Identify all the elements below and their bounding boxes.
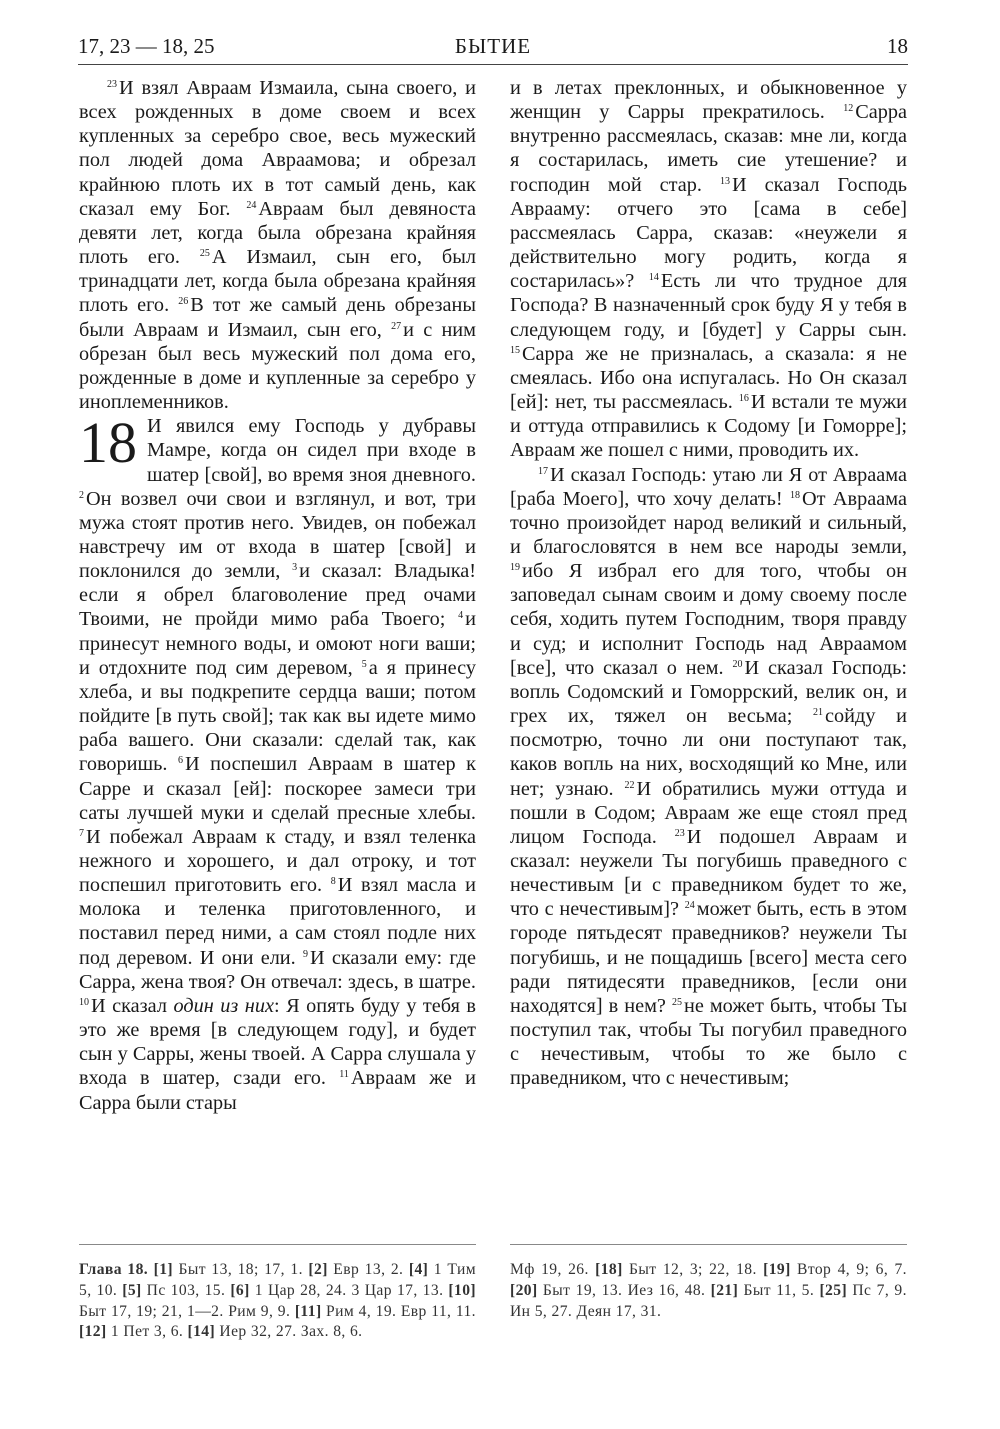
verse-text: И сказали ему: где Сарра, жена твоя? Он отвечал: здесь, в шатре.: [79, 946, 476, 993]
italic-insert: один из них: [173, 994, 274, 1017]
verse-number: 15: [510, 344, 520, 356]
verse-text: Есть ли что трудное для Господа? В назначенный срок буду Я у тебя в следующем году, и [будет] у Сарры сын.: [510, 270, 907, 341]
running-header: [78, 34, 908, 65]
cross-references-right: [510, 1260, 907, 1322]
verse-text: И явился ему Господь у дубравы Мамре, когда он сидел при входе в шатер [свой], во время зноя дневного.: [147, 415, 476, 486]
verse-text: и в летах преклонных, и обыкновенное у женщин у Сарры прекратилось.: [510, 77, 907, 124]
verse-number: 23: [107, 79, 117, 90]
verse: $^{10}$И сказал один из них: Я опять буду у тебя в это же время [в следующем году], и будет сын у Сарры, жены твоей. А Сарра слушала у входа в шатер, сзади его.: [79, 994, 476, 1090]
verse-number: 20: [732, 658, 743, 670]
verse-text: Он возвел очи свои и взглянул, и вот, три мужа стоят против него. Увидев, он побежал навстречу им от входа в шатер [свой] и поклонился до земли,: [79, 487, 476, 583]
verse-text: От Авраама точно произойдет народ великий и сильный, и благословятся в нем все народы земли,: [510, 487, 907, 558]
verse-text: сойду и посмотрю, точно ли они поступают так, каков вопль на них, восходящий ко Мне, или нет; узнаю.: [510, 705, 907, 800]
paragraph-continued: [510, 76, 907, 463]
verse-number: 21: [813, 707, 824, 719]
verse-number: 8: [330, 876, 336, 888]
verse-text: может быть, есть в этом городе пятьдесят праведников? неужели Ты погубишь, и не пощадишь [всего] места сего ради пятидесяти праведников, [если они находятся] в нем?: [510, 898, 908, 1017]
verse-number: 25: [199, 248, 210, 260]
cross-reference: [21] Быт 11, 5.: [710, 1281, 815, 1299]
verse-text: а я принесу хлеба, и вы подкрепите сердца ваши; потом пойдите [в путь свой]; так как вы идете мимо раба вашего. Они сказали: сделай так, как говоришь.: [79, 656, 477, 776]
verse-text: И взял масла и молока и теленка приготовленного, и поставил перед ними, а сам стоял подле них под деревом. И они ели.: [79, 874, 476, 969]
paragraph-ch17-end: [79, 76, 476, 414]
verse-text: Сарра внутренно рассмеялась, сказав: мне ли, когда я состарилась, иметь сие утешение? и господин мой стар.: [510, 101, 907, 196]
cross-reference: [14] Иер 32, 27. Зах. 8, 6.: [187, 1323, 363, 1341]
verse-number: 7: [79, 827, 84, 839]
verse-number: 11: [339, 1069, 349, 1081]
verse-number: 17: [538, 465, 548, 477]
verse-number: 13: [719, 175, 730, 187]
verse-number: 25: [671, 996, 682, 1008]
cross-reference: [4] 1 Тим 5, 10.: [79, 1261, 476, 1299]
cross-reference: [6] 1 Цар 28, 24. 3 Цар 17, 13.: [230, 1281, 444, 1299]
verse-text: И сказал Господь Аврааму: отчего это [сама в себе] рассмеялась Сарра, сказав: «неужели я действительно могу родить, когда я состарилась»?: [510, 173, 908, 293]
cross-reference: [2] Евр 13, 2.: [308, 1261, 404, 1278]
cross-reference: Мф 19, 26.: [510, 1261, 589, 1278]
verse-text: И побежал Авраам к стаду, и взял теленка нежного и хорошего, и дал отроку, и тот поспешил приготовить его.: [79, 825, 476, 897]
verse-number: 19: [510, 562, 520, 574]
verse-number: 10: [79, 996, 89, 1008]
verse-number: 18: [790, 489, 800, 501]
verse-text: И сказал Господь: вопль Содомский и Гоморрский, велик он, и грех их, тяжел он весьма;: [510, 656, 907, 728]
verse-number: 2: [79, 489, 84, 501]
verse-text: И взял Авраам Измаила, сына своего, и всех рожденных в доме своем и всех купленных за серебро свое, весь мужеский пол людей дома Авраамова; и обрезал крайнюю плоть их в тот самый день, как сказал ему Бог.: [79, 77, 476, 220]
chapter-number: 18: [79, 410, 137, 476]
left-text-column: [79, 76, 476, 1115]
verse-number: 23: [674, 827, 685, 839]
cross-reference: [25] Пс 7, 9. Ин 5, 27. Деян 17, 31.: [510, 1281, 907, 1320]
book-title: БЫТИЕ: [454, 34, 532, 58]
cross-reference: [18] Быт 12, 3; 22, 18.: [595, 1261, 757, 1278]
verse-text: Авраам был девяноста девяти лет, когда была обрезана крайняя плоть его.: [79, 197, 476, 269]
verse-text: ибо Я избрал его для того, чтобы он заповедал сынам своим и дому своему после себя, ходить путем Господним, творя правду и суд; и исполнит Господь над Авраамом [все], что сказал о нем.: [510, 560, 907, 679]
verse-text: И поспешил Авраам в шатер к Сарре и сказал [ей]: поскорее замеси три саты лучшей муки и сделай пресные хлебы.: [79, 753, 476, 824]
verse-number: 3: [292, 562, 298, 574]
cross-reference: [12] 1 Пет 3, 6.: [79, 1323, 184, 1341]
footnote-divider: [79, 1244, 476, 1245]
paragraph-ch18-start: [79, 410, 477, 1115]
verse-text: и принесут немного воды, и омоют ноги ваши; и отдохните под сим деревом,: [79, 608, 476, 679]
footnote-divider: [510, 1244, 907, 1245]
cross-reference: [11] Рим 4, 19. Евр 11, 11.: [294, 1302, 476, 1320]
verse-text: не может быть, чтобы Ты поступил так, чтобы Ты погубил праведного с нечестивым, чтобы то же было с праведником, что с нечестивым;: [510, 994, 908, 1090]
cross-reference: [1] Быт 13, 18; 17, 1.: [153, 1261, 303, 1278]
verse-text: И сказал Господь: утаю ли Я от Авраама [раба Моего], что хочу делать!: [510, 463, 907, 510]
verse-text: В тот же самый день обрезаны были Авраам и Измаил, сын его,: [79, 294, 476, 341]
verse-number: 6: [178, 755, 183, 767]
verse-text: и сказал: Владыка! если я обрел благоволение пред очами Твоими, не пройди мимо раба Твоего;: [79, 560, 477, 631]
verse-number: 24: [684, 900, 695, 912]
verse-number: 26: [178, 296, 189, 308]
verse-number: 24: [246, 199, 257, 211]
verse-number: 9: [302, 948, 308, 960]
cross-reference: [19] Втор 4, 9; 6, 7.: [763, 1261, 907, 1278]
page-number: 18: [887, 34, 908, 58]
cross-reference: Глава 18.: [79, 1261, 149, 1278]
verse-text: и с ним обрезан был весь мужеский пол дома его, рожденные в доме и купленные за серебро у иноплеменников.: [79, 318, 476, 414]
verse-number: 5: [361, 658, 367, 670]
verse-number: 4: [458, 610, 464, 622]
verse-text: Сарра же не призналась, а сказала: я не смеялась. Ибо она испугалась. Но Он сказал [ей]: нет, ты рассмеялась.: [510, 342, 907, 414]
verse-number: 14: [648, 272, 659, 284]
verse: $^{11}$Авраам же и Сарра были стары: [79, 1067, 476, 1114]
chapter-verse-range: 17, 23 — 18, 25: [78, 34, 215, 58]
verse-number: 27: [391, 320, 402, 332]
right-text-column: [510, 76, 907, 1091]
verse-text: И подошел Авраам и сказал: неужели Ты погубишь праведного с нечестивым [и с праведником будет то же, что с нечестивым]?: [510, 825, 907, 921]
cross-reference: [5] Пс 103, 15.: [122, 1281, 226, 1299]
verse-number: 22: [624, 779, 635, 791]
cross-reference: [20] Быт 19, 13. Иез 16, 48.: [510, 1281, 706, 1299]
verse-number: 12: [843, 103, 854, 115]
cross-references-left: [79, 1260, 476, 1343]
verse-text: И обратились мужи оттуда и пошли в Содом; Авраам же еще стоял пред лицом Господа.: [510, 777, 908, 848]
verse-text: А Измаил, сын его, был тринадцати лет, когда была обрезана крайняя плоть его.: [79, 246, 476, 317]
verse-number: 16: [738, 393, 749, 405]
cross-reference: [10] Быт 17, 19; 21, 1—2. Рим 9, 9.: [79, 1281, 476, 1320]
paragraph-v17: [510, 463, 907, 1091]
verse-text: И встали те мужи и оттуда отправились к Содому [и Гоморре]; Авраам же пошел с ними, проводить их.: [510, 391, 908, 462]
